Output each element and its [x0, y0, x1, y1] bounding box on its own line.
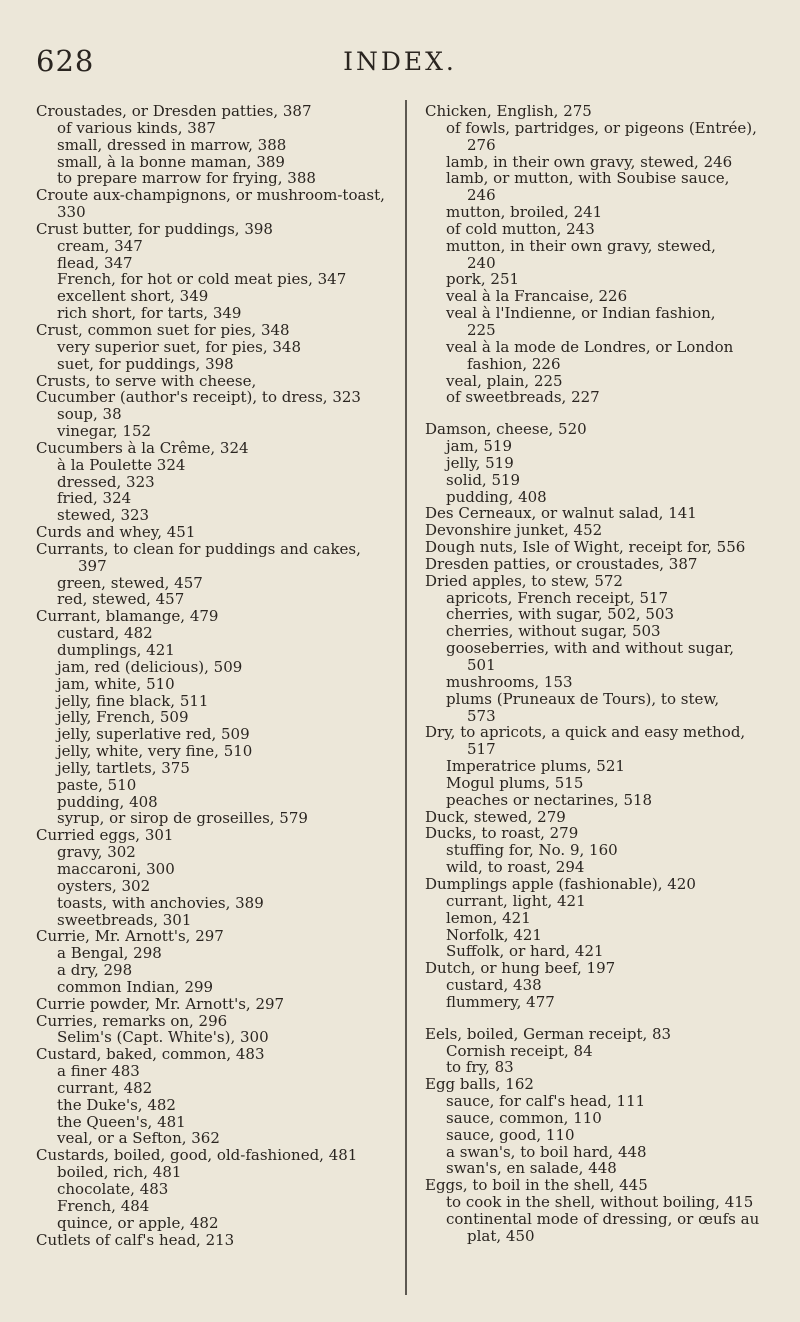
index-subentry: to cook in the shell, without boiling, 415	[446, 1193, 754, 1212]
index-subentry: veal, plain, 225	[446, 371, 563, 390]
index-heading-entry: Dry, to apricots, a quick and easy method,	[425, 723, 746, 742]
index-subentry: syrup, or sirop de groseilles, 579	[57, 809, 308, 828]
index-subentry: currant, light, 421	[446, 891, 586, 910]
index-subentry: jelly, tartlets, 375	[57, 758, 190, 777]
index-subentry: paste, 510	[57, 775, 137, 794]
index-subentry: toasts, with anchovies, 389	[57, 893, 264, 912]
index-subentry: 276	[467, 135, 496, 154]
index-subentry: 397	[78, 556, 107, 575]
index-heading-entry: Crusts, to serve with cheese,	[36, 371, 257, 390]
index-heading-entry: Eggs, to boil in the shell, 445	[425, 1176, 648, 1195]
index-subentry: stuffing for, No. 9, 160	[446, 841, 618, 860]
index-subentry: continental mode of dressing, or œufs au	[446, 1210, 760, 1228]
index-subentry: lamb, or mutton, with Soubise sauce,	[446, 169, 730, 188]
index-subentry: swan's, en salade, 448	[446, 1159, 617, 1178]
index-subentry: flead, 347	[57, 253, 133, 272]
index-subentry: excellent short, 349	[57, 287, 209, 306]
index-heading-entry: Dried apples, to stew, 572	[425, 571, 623, 590]
index-heading-entry: Currie powder, Mr. Arnott's, 297	[36, 994, 285, 1013]
index-subentry: 330	[57, 203, 86, 222]
index-subentry: pudding, 408	[57, 792, 158, 811]
index-subentry: solid, 519	[446, 470, 521, 489]
index-heading-entry: Cutlets of calf's head, 213	[36, 1230, 235, 1249]
index-heading-entry: Cucumbers à la Crême, 324	[36, 438, 249, 457]
index-subentry: green, stewed, 457	[57, 573, 203, 592]
index-subentry: the Duke's, 482	[57, 1095, 176, 1114]
index-heading-entry: Curried eggs, 301	[36, 826, 174, 845]
index-subentry: stewed, 323	[57, 506, 150, 525]
index-subentry: small, dressed in marrow, 388	[57, 135, 287, 154]
index-heading-entry: Dutch, or hung beef, 197	[425, 959, 616, 978]
index-subentry: jam, white, 510	[57, 674, 175, 693]
index-subentry: pork, 251	[446, 270, 520, 289]
index-subentry: to fry, 83	[446, 1058, 514, 1077]
index-subentry: veal à la Francaise, 226	[446, 287, 628, 306]
index-subentry: mushrooms, 153	[446, 672, 573, 691]
index-subentry: French, 484	[57, 1196, 150, 1215]
index-heading-entry: Currants, to clean for puddings and cakes,	[36, 539, 361, 558]
section-gap	[425, 406, 785, 421]
index-subentry: oysters, 302	[57, 876, 151, 895]
index-subentry: wild, to roast, 294	[446, 858, 585, 877]
index-subentry: Selim's (Capt. White's), 300	[57, 1028, 269, 1047]
index-subentry: a finer 483	[57, 1062, 140, 1081]
index-subentry: dressed, 323	[57, 472, 155, 491]
index-heading-entry: Egg balls, 162	[425, 1075, 534, 1094]
index-subentry: peaches or nectarines, 518	[446, 790, 653, 809]
index-subentry: 225	[467, 320, 496, 339]
index-subentry: of fowls, partridges, or pigeons (Entrée),	[446, 118, 757, 137]
index-subentry: jelly, superlative red, 509	[57, 725, 250, 744]
index-subentry: Imperatrice plums, 521	[446, 757, 625, 776]
running-header: INDEX.	[343, 47, 457, 76]
index-subentry: custard, 438	[446, 976, 542, 995]
index-heading-entry: Custards, boiled, good, old-fashioned, 481	[36, 1146, 358, 1165]
index-subentry: Norfolk, 421	[446, 925, 542, 944]
index-subentry: small, à la bonne maman, 389	[57, 152, 285, 171]
index-subentry: very superior suet, for pies, 348	[57, 337, 301, 356]
index-subentry: fashion, 226	[467, 354, 561, 373]
index-heading-entry: Dough nuts, Isle of Wight, receipt for, 556	[425, 538, 746, 557]
index-subentry: of various kinds, 387	[57, 118, 216, 137]
index-subentry: a swan's, to boil hard, 448	[446, 1142, 647, 1161]
index-heading-entry: Dumplings apple (fashionable), 420	[425, 874, 696, 893]
index-heading-entry: Chicken, English, 275	[425, 102, 592, 120]
index-heading-entry: Custard, baked, common, 483	[36, 1045, 265, 1064]
index-subentry: lamb, in their own gravy, stewed, 246	[446, 152, 733, 171]
index-subentry: jelly, French, 509	[57, 708, 189, 727]
index-subentry: 573	[467, 706, 496, 725]
index-subentry: à la Poulette 324	[57, 455, 186, 474]
index-subentry: chocolate, 483	[57, 1180, 169, 1198]
index-subentry: 517	[467, 740, 496, 759]
index-subentry: mutton, in their own gravy, stewed,	[446, 236, 716, 255]
index-subentry: a dry, 298	[57, 961, 133, 980]
column-divider	[405, 100, 407, 1295]
index-subentry: Mogul plums, 515	[446, 773, 584, 792]
index-subentry: quince, or apple, 482	[57, 1213, 219, 1232]
index-subentry: the Queen's, 481	[57, 1112, 186, 1131]
index-heading-entry: Curries, remarks on, 296	[36, 1011, 228, 1030]
index-subentry: sauce, for calf's head, 111	[446, 1092, 646, 1111]
index-subentry: jelly, white, very fine, 510	[57, 742, 253, 761]
index-subentry: 240	[467, 253, 496, 272]
index-subentry: plums (Pruneaux de Tours), to stew,	[446, 689, 720, 708]
page-number: 628	[36, 44, 95, 78]
index-subentry: custard, 482	[57, 624, 153, 643]
index-subentry: 246	[467, 186, 496, 205]
index-subentry: plat, 450	[467, 1226, 535, 1245]
index-subentry: dumplings, 421	[57, 641, 175, 659]
index-heading-entry: Dresden patties, or croustades, 387	[425, 554, 698, 573]
index-subentry: jelly, fine black, 511	[57, 691, 209, 710]
index-subentry: to prepare marrow for frying, 388	[57, 169, 316, 188]
index-subentry: jelly, 519	[446, 453, 514, 472]
index-subentry: Cornish receipt, 84	[446, 1041, 593, 1060]
index-subentry: suet, for puddings, 398	[57, 354, 234, 373]
index-subentry: gooseberries, with and without sugar,	[446, 639, 735, 658]
index-subentry: of sweetbreads, 227	[446, 388, 600, 407]
index-heading-entry: Croustades, or Dresden patties, 387	[36, 102, 312, 120]
index-subentry: red, stewed, 457	[57, 590, 185, 609]
index-subentry: sauce, good, 110	[446, 1125, 575, 1144]
index-heading-entry: Des Cerneaux, or walnut salad, 141	[425, 504, 697, 523]
index-subentry: apricots, French receipt, 517	[446, 588, 669, 607]
index-subentry: jam, 519	[446, 437, 512, 456]
index-subentry: cream, 347	[57, 236, 143, 255]
index-subentry: Suffolk, or hard, 421	[446, 942, 604, 961]
right-column	[425, 103, 785, 1245]
index-heading-entry: Ducks, to roast, 279	[425, 824, 579, 843]
index-subentry: boiled, rich, 481	[57, 1163, 182, 1182]
index-heading-entry: Croute aux-champignons, or mushroom-toast,	[36, 186, 385, 205]
index-subentry: flummery, 477	[446, 992, 555, 1011]
index-subentry: veal à la mode de Londres, or London	[446, 337, 734, 356]
index-subentry: lemon, 421	[446, 908, 531, 927]
index-heading-entry: Devonshire junket, 452	[425, 521, 603, 540]
index-subentry: sweetbreads, 301	[57, 910, 192, 929]
index-subentry: 501	[467, 656, 496, 674]
index-heading-entry: Currie, Mr. Arnott's, 297	[36, 927, 224, 946]
index-subentry: maccaroni, 300	[57, 859, 175, 878]
index-subentry: fried, 324	[57, 489, 132, 508]
index-heading-entry: Currant, blamange, 479	[36, 607, 219, 626]
index-subentry: veal à l'Indienne, or Indian fashion,	[446, 304, 716, 323]
index-subentry: cherries, without sugar, 503	[446, 622, 661, 641]
index-subentry: vinegar, 152	[57, 422, 152, 441]
index-subentry: jam, red (delicious), 509	[57, 657, 243, 676]
index-subentry: common Indian, 299	[57, 977, 214, 996]
index-heading-entry: Damson, cheese, 520	[425, 420, 587, 439]
index-subentry: mutton, broiled, 241	[446, 203, 603, 222]
index-subentry: rich short, for tarts, 349	[57, 304, 242, 323]
index-heading-entry: Eels, boiled, German receipt, 83	[425, 1024, 672, 1043]
section-gap	[425, 1011, 785, 1026]
index-subentry: currant, 482	[57, 1078, 153, 1097]
index-heading-entry: Curds and whey, 451	[36, 523, 196, 542]
index-subentry: pudding, 408	[446, 487, 547, 506]
index-subentry: sauce, common, 110	[446, 1108, 602, 1127]
index-heading-entry: Duck, stewed, 279	[425, 807, 566, 826]
index-subentry: soup, 38	[57, 405, 122, 424]
index-subentry: gravy, 302	[57, 843, 136, 862]
index-subentry: French, for hot or cold meat pies, 347	[57, 270, 347, 289]
index-subentry: of cold mutton, 243	[446, 219, 595, 238]
index-subentry: cherries, with sugar, 502, 503	[446, 605, 675, 624]
index-subentry: veal, or a Sefton, 362	[57, 1129, 220, 1148]
index-heading-entry: Crust butter, for puddings, 398	[36, 219, 273, 238]
index-heading-entry: Crust, common suet for pies, 348	[36, 320, 290, 339]
left-column	[36, 103, 398, 1248]
index-heading-entry: Cucumber (author's receipt), to dress, 323	[36, 388, 361, 407]
index-subentry: a Bengal, 298	[57, 944, 162, 963]
